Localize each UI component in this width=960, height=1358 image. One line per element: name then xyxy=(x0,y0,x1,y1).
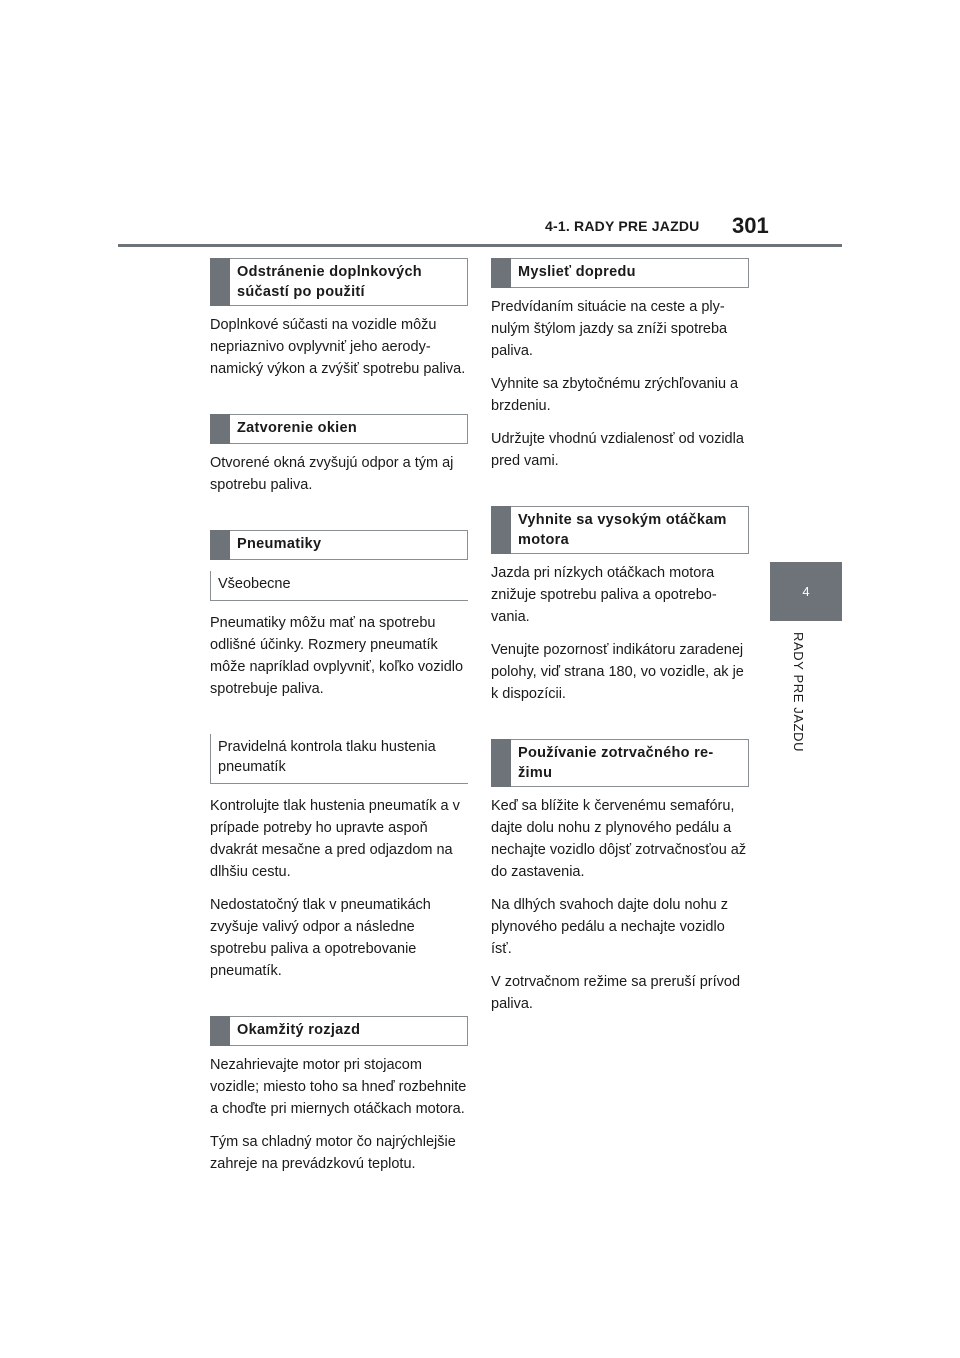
paragraph: Otvorené okná zvyšujú odpor a tým aj spotrebu paliva. xyxy=(210,455,454,493)
paragraph: Predvídaním situácie na ceste a plynulým štýlom jazdy sa zníži spotreba paliva. xyxy=(491,299,728,359)
paragraph: Nezahrievajte motor pri stojacom vozidle; miesto toho sa hneď rozbehnite a choďte pri miernych otáčkach motora. xyxy=(210,1057,467,1117)
paragraph: Nedostatočný tlak v pneumatikách zvyšuje valivý odpor a následne spotrebu paliva a opotrebovanie pneumatík. xyxy=(210,897,431,979)
chapter-label: RADY PRE JAZDU xyxy=(791,632,806,753)
left-column xyxy=(210,258,468,1175)
heading-tires xyxy=(210,530,468,560)
heading-text: Vyhnite sa vysokým otáčkam motora xyxy=(518,512,727,548)
header-rule xyxy=(118,244,842,247)
heading-instant-start xyxy=(210,1016,468,1046)
paragraph: Na dlhých svahoch dajte dolu nohu z plynového pedálu a nechajte vozidlo ísť. xyxy=(491,897,728,957)
heading-close-windows xyxy=(210,414,468,444)
subheading-tire-pressure: Pravidelná kontrola tlaku hustenia pneumatík xyxy=(210,734,468,784)
paragraph: Udržujte vhodnú vzdialenosť od vozidla pred vami. xyxy=(491,431,744,469)
heading-text: Používanie zotrvačného režimu xyxy=(518,745,714,781)
paragraph: Venujte pozornosť indikátoru zaradenej polohy, viď strana 180, vo vozidle, ak je k dispozícii. xyxy=(491,642,744,702)
heading-text: Okamžitý rozjazd xyxy=(237,1022,361,1038)
subheading-general: Všeobecne xyxy=(210,571,468,601)
right-column xyxy=(491,258,749,1015)
paragraph: Doplnkové súčasti na vozidle môžu nepriaznivo ovplyvniť jeho aerodynamický výkon a zvýšiť spotrebu paliva. xyxy=(210,317,466,377)
heading-think-ahead xyxy=(491,258,749,288)
heading-text: Pneumatiky xyxy=(237,536,322,552)
heading-coasting-mode xyxy=(491,739,749,787)
paragraph: Vyhnite sa zbytočnému zrýchľovaniu a brzdeniu. xyxy=(491,376,739,414)
paragraph: Kontrolujte tlak hustenia pneumatík a v prípade potreby ho upravte aspoň dvakrát mesačne a pred odjazdom na dlhšiu cestu. xyxy=(210,798,460,880)
heading-text: Myslieť dopredu xyxy=(518,264,636,280)
paragraph: Jazda pri nízkych otáčkach motora znižuje spotrebu paliva a opotrebovania. xyxy=(491,565,717,625)
heading-text: Odstránenie doplnkových súčastí po použití xyxy=(237,264,422,300)
heading-text: Zatvorenie okien xyxy=(237,420,358,436)
paragraph: V zotrvačnom režime sa preruší prívod paliva. xyxy=(491,974,741,1012)
chapter-number: 4 xyxy=(802,584,810,599)
paragraph: Tým sa chladný motor čo najrýchlejšie zahreje na prevádzkovú teplotu. xyxy=(210,1134,456,1172)
paragraph: Keď sa blížite k červenému semafóru, dajte dolu nohu z plynového pedálu a nechajte vozidlo dôjsť zotrvačnosťou až do zastavenia. xyxy=(491,798,747,880)
heading-avoid-high-rpm xyxy=(491,506,749,554)
heading-remove-accessories xyxy=(210,258,468,306)
paragraph: Pneumatiky môžu mať na spotrebu odlišné účinky. Rozmery pneumatík môže napríklad ovplyvniť, koľko vozidlo spotrebuje paliva. xyxy=(210,615,464,697)
chapter-tab xyxy=(770,562,842,621)
page-number: 301 xyxy=(732,213,769,238)
section-title: 4-1. RADY PRE JAZDU xyxy=(545,218,700,234)
